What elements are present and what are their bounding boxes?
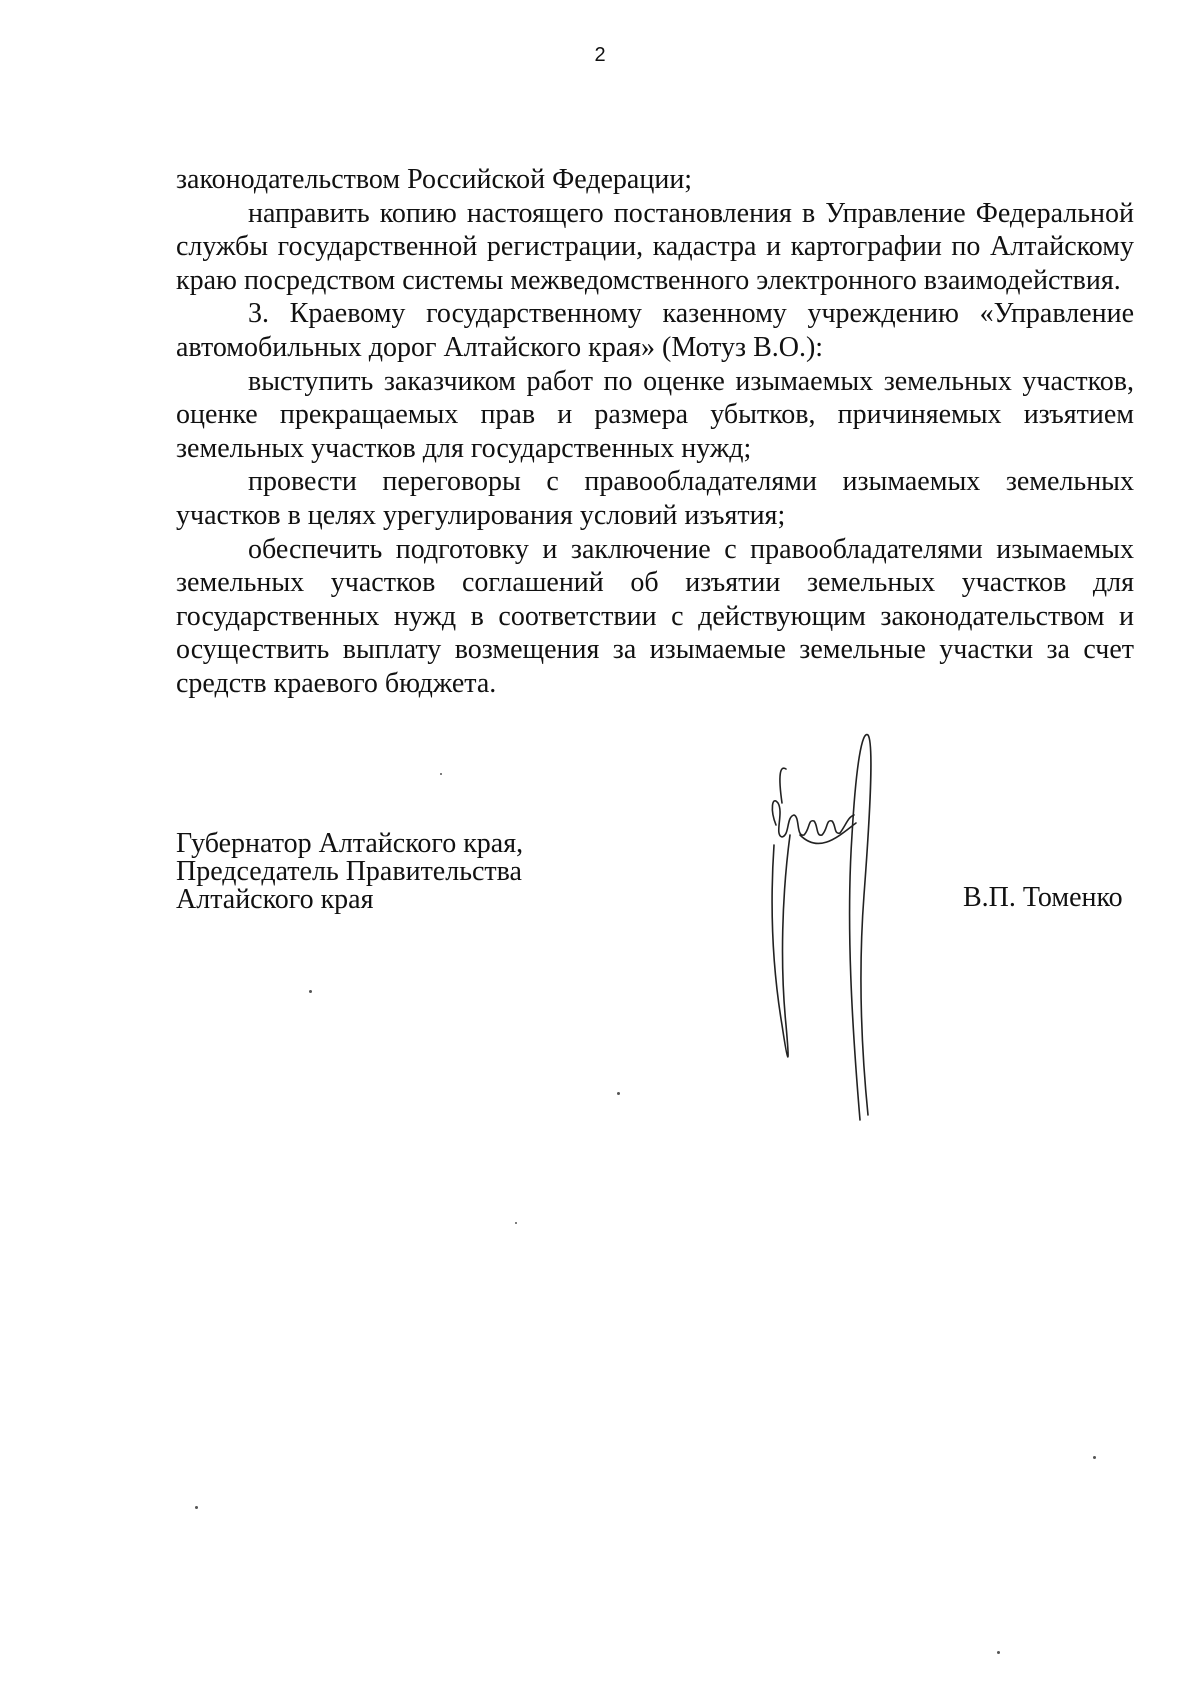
paragraph: 3. Краевому государственному казенному учреждению «Управление автомобильных дорог Алтайского края» (Мотуз В.О.):	[176, 298, 1134, 363]
paragraph-continuation: законодательством Российской Федерации;	[176, 164, 693, 195]
scan-speck	[617, 1092, 620, 1095]
signer-position-line: Председатель Правительства	[176, 856, 522, 887]
signer-name: В.П. Томенко	[963, 882, 1123, 913]
paragraph: обеспечить подготовку и заключение с правообладателями изымаемых земельных участков соглашений об изъятии земельных участков для государственных нужд в соответствии с действующим законодательством и осуществить выплату возмещения за изымаемые земельные участки за счет средств краевого бюджета.	[176, 533, 1134, 699]
paragraph: выступить заказчиком работ по оценке изымаемых земельных участков, оценке прекращаемых прав и размера убытков, причиняемых изъятием земельных участков для государственных нужд;	[176, 365, 1134, 464]
scan-speck	[309, 990, 312, 993]
signer-position	[176, 830, 523, 914]
paragraph: провести переговоры с правообладателями изымаемых земельных участков в целях урегулирования условий изъятия;	[176, 466, 1134, 531]
scan-speck	[440, 773, 442, 775]
signer-position-line: Губернатор Алтайского края,	[176, 828, 524, 859]
paragraph: направить копию настоящего постановления в Управление Федеральной службы государственной регистрации, кадастра и картографии по Алтайскому краю посредством системы межведомственного электронного взаимодействия.	[176, 197, 1134, 296]
handwritten-signature	[760, 725, 910, 1135]
page-number: 2	[594, 44, 606, 66]
scan-speck	[997, 1651, 1000, 1654]
scan-speck	[515, 1222, 517, 1224]
signer-position-line: Алтайского края	[176, 884, 374, 915]
scan-speck	[1093, 1456, 1096, 1459]
scan-speck	[195, 1506, 198, 1509]
document-body	[176, 163, 1134, 701]
